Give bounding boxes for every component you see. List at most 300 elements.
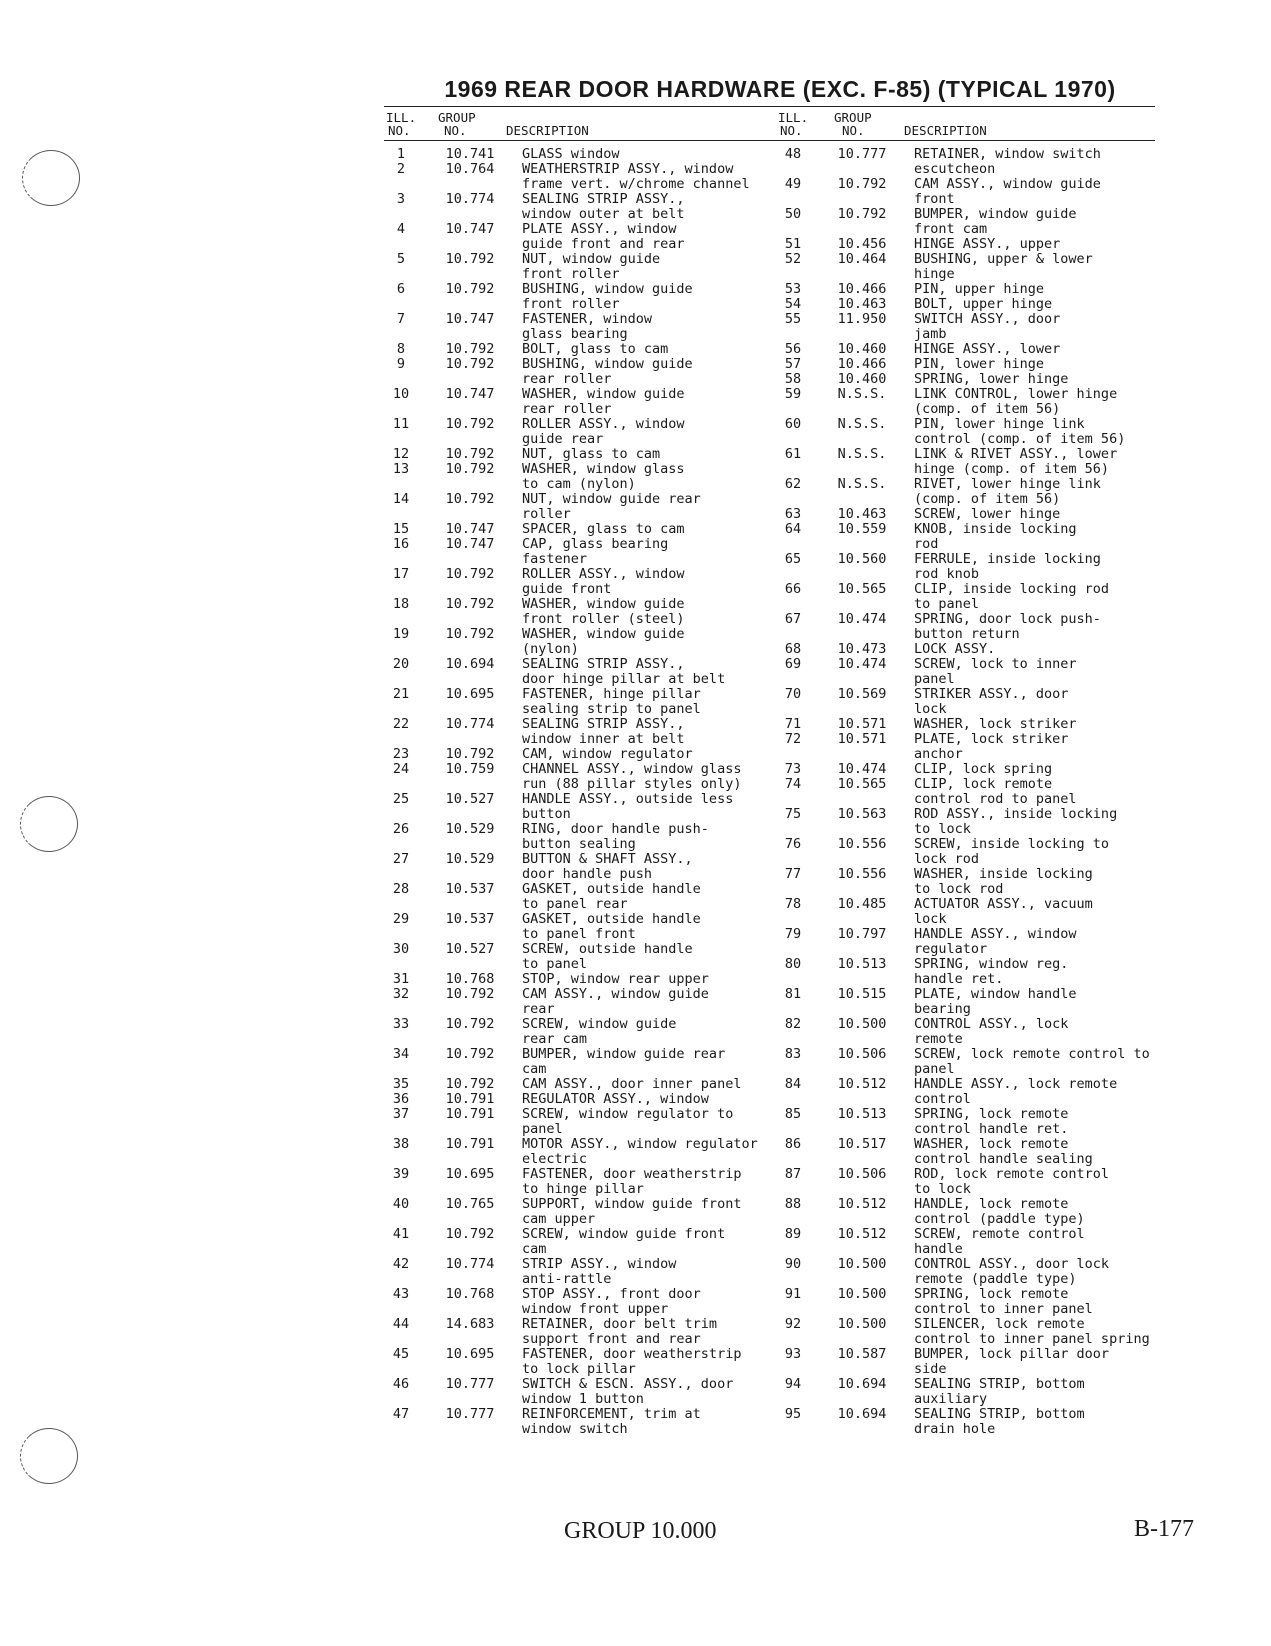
- ill-number: 24: [392, 761, 410, 777]
- part-entry: [384, 762, 758, 792]
- part-entry: [384, 1347, 758, 1377]
- part-description: SCREW, inside locking to lock rod: [914, 836, 1110, 867]
- part-description: PIN, lower hinge: [914, 356, 1045, 372]
- group-number: 10.774: [445, 191, 495, 207]
- ill-number: 33: [392, 1016, 410, 1032]
- ill-number: 73: [784, 761, 802, 777]
- group-number: 10.792: [445, 251, 495, 267]
- group-number: 10.512: [837, 1226, 887, 1242]
- ill-number: 77: [784, 866, 802, 882]
- group-number: 10.792: [445, 356, 495, 372]
- part-description: SCREW, remote control handle: [914, 1226, 1085, 1257]
- group-no-header-line2: NO.: [842, 123, 865, 138]
- group-number: 10.792: [837, 206, 887, 222]
- part-entry: [384, 342, 758, 357]
- part-description: HANDLE ASSY., window regulator: [914, 926, 1077, 957]
- group-number: 10.512: [837, 1196, 887, 1212]
- part-entry: [384, 972, 758, 987]
- group-number: 10.774: [445, 716, 495, 732]
- part-description: SCREW, window guide rear cam: [522, 1016, 677, 1047]
- group-no-header-line1: GROUP: [834, 110, 872, 125]
- ill-number: 71: [784, 716, 802, 732]
- part-description: LINK & RIVET ASSY., lower hinge (comp. of item 56): [914, 446, 1118, 477]
- part-description: SCREW, lock to inner panel: [914, 656, 1077, 687]
- ill-number: 64: [784, 521, 802, 537]
- ill-number: 22: [392, 716, 410, 732]
- group-number: 10.765: [445, 1196, 495, 1212]
- part-description: FASTENER, door weatherstrip to lock pillar: [522, 1346, 742, 1377]
- group-number: 10.563: [837, 806, 887, 822]
- part-description: GLASS window: [522, 146, 620, 162]
- part-description: ROD ASSY., inside locking to lock: [914, 806, 1118, 837]
- ill-number: 70: [784, 686, 802, 702]
- group-number: 10.463: [837, 296, 887, 312]
- ill-number: 34: [392, 1046, 410, 1062]
- ill-number: 79: [784, 926, 802, 942]
- part-description: PIN, lower hinge link control (comp. of item 56): [914, 416, 1126, 447]
- page-title: 1969 REAR DOOR HARDWARE (EXC. F-85) (TYPICAL 1970): [444, 76, 1116, 102]
- ill-number: 94: [784, 1376, 802, 1392]
- part-description: ACTUATOR ASSY., vacuum lock: [914, 896, 1093, 927]
- part-entry: [776, 807, 1150, 837]
- group-number: 10.569: [837, 686, 887, 702]
- group-number: 10.792: [445, 1226, 495, 1242]
- part-entry: [776, 342, 1150, 357]
- ill-no-header-line2: NO.: [388, 123, 411, 138]
- ill-number: 92: [784, 1316, 802, 1332]
- group-number: 10.529: [445, 821, 495, 837]
- ill-number: 69: [784, 656, 802, 672]
- part-entry: [384, 1197, 758, 1227]
- part-description: SILENCER, lock remote control to inner panel spring: [914, 1316, 1150, 1347]
- group-number: 10.792: [445, 596, 495, 612]
- part-entry: [384, 417, 758, 447]
- ill-number: 89: [784, 1226, 802, 1242]
- group-number: 10.527: [445, 941, 495, 957]
- ill-number: 54: [784, 296, 802, 312]
- group-number: N.S.S.: [837, 386, 887, 402]
- ill-number: 40: [392, 1196, 410, 1212]
- part-description: ROLLER ASSY., window guide front: [522, 566, 685, 597]
- part-entry: [776, 1167, 1150, 1197]
- ill-number: 44: [392, 1316, 410, 1332]
- part-entry: [384, 1017, 758, 1047]
- group-number: 10.460: [837, 371, 887, 387]
- ill-number: 60: [784, 416, 802, 432]
- left-column-header: [384, 112, 758, 147]
- part-entry: [384, 1107, 758, 1137]
- ill-number: 76: [784, 836, 802, 852]
- ill-number: 50: [784, 206, 802, 222]
- part-entry: [384, 387, 758, 417]
- left-parts-list: [384, 147, 758, 1437]
- part-description: SPRING, lower hinge: [914, 371, 1069, 387]
- part-description: BOLT, glass to cam: [522, 341, 669, 357]
- ill-number: 63: [784, 506, 802, 522]
- part-entry: [776, 1137, 1150, 1167]
- part-description: BUMPER, window guide rear cam: [522, 1046, 726, 1077]
- ill-number: 11: [392, 416, 410, 432]
- ill-number: 58: [784, 371, 802, 387]
- group-number: 10.747: [445, 521, 495, 537]
- ill-number: 49: [784, 176, 802, 192]
- part-description: CONTROL ASSY., lock remote: [914, 1016, 1069, 1047]
- ill-number: 52: [784, 251, 802, 267]
- part-entry: [776, 237, 1150, 252]
- part-entry: [384, 567, 758, 597]
- part-entry: [776, 927, 1150, 957]
- group-number: 10.747: [445, 536, 495, 552]
- ill-number: 57: [784, 356, 802, 372]
- part-entry: [384, 882, 758, 912]
- group-number: 10.527: [445, 791, 495, 807]
- part-entry: [384, 852, 758, 882]
- group-number: 10.764: [445, 161, 495, 177]
- group-number: 10.463: [837, 506, 887, 522]
- group-number: 10.791: [445, 1091, 495, 1107]
- part-description: CLIP, lock remote control rod to panel: [914, 776, 1077, 807]
- part-description: SCREW, outside handle to panel: [522, 941, 693, 972]
- group-number: 10.571: [837, 731, 887, 747]
- part-description: SEALING STRIP, bottom auxiliary: [914, 1376, 1085, 1407]
- group-number: 10.777: [445, 1406, 495, 1422]
- part-entry: [776, 1197, 1150, 1227]
- part-description: WASHER, window glass to cam (nylon): [522, 461, 685, 492]
- part-entry: [384, 147, 758, 162]
- group-number: 10.513: [837, 1106, 887, 1122]
- part-description: BOLT, upper hinge: [914, 296, 1053, 312]
- part-description: HANDLE, lock remote control (paddle type): [914, 1196, 1085, 1227]
- ill-number: 45: [392, 1346, 410, 1362]
- part-description: BUSHING, window guide rear roller: [522, 356, 693, 387]
- part-description: ROLLER ASSY., window guide rear: [522, 416, 685, 447]
- ill-number: 72: [784, 731, 802, 747]
- ill-number: 18: [392, 596, 410, 612]
- ill-number: 31: [392, 971, 410, 987]
- group-number: 10.768: [445, 1286, 495, 1302]
- part-entry: [384, 1257, 758, 1287]
- ill-number: 55: [784, 311, 802, 327]
- ill-number: 8: [396, 341, 406, 357]
- ill-number: 13: [392, 461, 410, 477]
- description-header: DESCRIPTION: [904, 123, 987, 138]
- part-description: SWITCH & ESCN. ASSY., door window 1 button: [522, 1376, 734, 1407]
- group-number: 11.950: [837, 311, 887, 327]
- part-description: SPACER, glass to cam: [522, 521, 685, 537]
- group-number: 10.460: [837, 341, 887, 357]
- group-number: 10.560: [837, 551, 887, 567]
- part-description: CAM ASSY., door inner panel: [522, 1076, 742, 1092]
- part-description: REGULATOR ASSY., window: [522, 1091, 709, 1107]
- ill-number: 90: [784, 1256, 802, 1272]
- part-description: GASKET, outside handle to panel rear: [522, 881, 701, 912]
- part-description: SEALING STRIP ASSY., window inner at belt: [522, 716, 685, 747]
- group-number: 10.792: [445, 986, 495, 1002]
- ill-number: 10: [392, 386, 410, 402]
- ill-number: 16: [392, 536, 410, 552]
- ill-no-header-line1: ILL.: [778, 110, 809, 125]
- group-number: 10.512: [837, 1076, 887, 1092]
- part-entry: [776, 1377, 1150, 1407]
- part-entry: [384, 222, 758, 252]
- part-description: CAP, glass bearing fastener: [522, 536, 669, 567]
- ill-number: 46: [392, 1376, 410, 1392]
- part-description: SUPPORT, window guide front cam upper: [522, 1196, 742, 1227]
- group-number: 10.537: [445, 881, 495, 897]
- part-description: SCREW, window guide front cam: [522, 1226, 726, 1257]
- ill-number: 27: [392, 851, 410, 867]
- part-description: PLATE, window handle bearing: [914, 986, 1077, 1017]
- part-entry: [776, 657, 1150, 687]
- part-description: RETAINER, window switch escutcheon: [914, 146, 1101, 177]
- group-number: 10.466: [837, 281, 887, 297]
- part-entry: [384, 1227, 758, 1257]
- part-entry: [384, 942, 758, 972]
- part-entry: [384, 1287, 758, 1317]
- group-number: 10.747: [445, 221, 495, 237]
- part-entry: [776, 687, 1150, 717]
- ill-number: 43: [392, 1286, 410, 1302]
- group-number: 10.500: [837, 1256, 887, 1272]
- ill-number: 87: [784, 1166, 802, 1182]
- footer-page-number: B-177: [1134, 1516, 1194, 1542]
- ill-number: 42: [392, 1256, 410, 1272]
- ill-number: 3: [396, 191, 406, 207]
- part-entry: [384, 747, 758, 762]
- part-entry: [384, 1167, 758, 1197]
- part-entry: [776, 507, 1150, 522]
- ill-number: 56: [784, 341, 802, 357]
- group-number: 10.556: [837, 866, 887, 882]
- ill-number: 21: [392, 686, 410, 702]
- part-description: WASHER, window guide front roller (steel): [522, 596, 685, 627]
- part-description: CAM ASSY., window guide front: [914, 176, 1101, 207]
- group-number: 10.559: [837, 521, 887, 537]
- part-entry: [776, 552, 1150, 582]
- part-entry: [776, 522, 1150, 552]
- ill-number: 15: [392, 521, 410, 537]
- ill-number: 29: [392, 911, 410, 927]
- ill-number: 39: [392, 1166, 410, 1182]
- ill-number: 75: [784, 806, 802, 822]
- group-number: 10.777: [837, 146, 887, 162]
- ill-number: 36: [392, 1091, 410, 1107]
- group-number: 10.500: [837, 1316, 887, 1332]
- part-description: NUT, window guide front roller: [522, 251, 661, 282]
- group-number: 10.792: [445, 626, 495, 642]
- part-description: BUTTON & SHAFT ASSY., door handle push: [522, 851, 693, 882]
- part-entry: [384, 357, 758, 387]
- part-entry: [384, 447, 758, 462]
- part-description: CAM, window regulator: [522, 746, 693, 762]
- part-description: WASHER, lock striker: [914, 716, 1077, 732]
- part-description: GASKET, outside handle to panel front: [522, 911, 701, 942]
- binder-hole-top: [22, 150, 80, 206]
- part-entry: [776, 642, 1150, 657]
- part-entry: [776, 1017, 1150, 1047]
- ill-number: 91: [784, 1286, 802, 1302]
- ill-number: 6: [396, 281, 406, 297]
- group-number: 10.464: [837, 251, 887, 267]
- part-entry: [776, 1107, 1150, 1137]
- part-description: STRIP ASSY., window anti-rattle: [522, 1256, 677, 1287]
- part-entry: [384, 492, 758, 522]
- part-entry: [776, 612, 1150, 642]
- part-description: HANDLE ASSY., lock remote control: [914, 1076, 1118, 1107]
- part-entry: [776, 477, 1150, 507]
- ill-number: 66: [784, 581, 802, 597]
- part-entry: [776, 1317, 1150, 1347]
- group-number: 10.792: [445, 566, 495, 582]
- part-entry: [384, 1377, 758, 1407]
- part-description: RING, door handle push- button sealing: [522, 821, 709, 852]
- ill-number: 23: [392, 746, 410, 762]
- ill-number: 62: [784, 476, 802, 492]
- ill-number: 51: [784, 236, 802, 252]
- ill-number: 47: [392, 1406, 410, 1422]
- part-entry: [776, 207, 1150, 237]
- group-number: 10.694: [445, 656, 495, 672]
- part-description: SPRING, lock remote control to inner panel: [914, 1286, 1093, 1317]
- footer-group-number: GROUP 10.000: [564, 1518, 717, 1544]
- ill-number: 84: [784, 1076, 802, 1092]
- group-number: 10.695: [445, 686, 495, 702]
- group-number: 10.694: [837, 1376, 887, 1392]
- group-number: 10.500: [837, 1016, 887, 1032]
- part-description: WEATHERSTRIP ASSY., window frame vert. w/chrome channel: [522, 161, 750, 192]
- part-entry: [776, 447, 1150, 477]
- group-number: 10.537: [445, 911, 495, 927]
- part-description: STOP ASSY., front door window front upper: [522, 1286, 701, 1317]
- ill-number: 68: [784, 641, 802, 657]
- ill-number: 80: [784, 956, 802, 972]
- part-description: SPRING, lock remote control handle ret.: [914, 1106, 1069, 1137]
- part-entry: [776, 897, 1150, 927]
- part-entry: [384, 627, 758, 657]
- group-number: N.S.S.: [837, 446, 887, 462]
- part-description: WASHER, window guide rear roller: [522, 386, 685, 417]
- group-number: 10.473: [837, 641, 887, 657]
- group-number: 10.529: [445, 851, 495, 867]
- ill-number: 65: [784, 551, 802, 567]
- part-entry: [776, 1047, 1150, 1077]
- part-entry: [776, 1347, 1150, 1377]
- group-number: 10.768: [445, 971, 495, 987]
- part-description: SCREW, lock remote control to panel: [914, 1046, 1150, 1077]
- group-number: 10.792: [445, 461, 495, 477]
- part-description: STOP, window rear upper: [522, 971, 709, 987]
- part-description: SCREW, lower hinge: [914, 506, 1061, 522]
- group-number: 10.500: [837, 1286, 887, 1302]
- part-description: SEALING STRIP ASSY., door hinge pillar at belt: [522, 656, 726, 687]
- group-number: 10.474: [837, 611, 887, 627]
- part-entry: [384, 987, 758, 1017]
- part-description: NUT, window guide rear roller: [522, 491, 701, 522]
- group-number: 10.792: [445, 1076, 495, 1092]
- ill-number: 25: [392, 791, 410, 807]
- part-description: BUMPER, lock pillar door side: [914, 1346, 1110, 1377]
- part-entry: [384, 687, 758, 717]
- ill-number: 1: [396, 146, 406, 162]
- part-description: LINK CONTROL, lower hinge (comp. of item 56): [914, 386, 1118, 417]
- group-number: 10.515: [837, 986, 887, 1002]
- part-entry: [384, 1137, 758, 1167]
- ill-number: 38: [392, 1136, 410, 1152]
- part-description: KNOB, inside locking rod: [914, 521, 1077, 552]
- part-entry: [384, 1092, 758, 1107]
- ill-number: 93: [784, 1346, 802, 1362]
- part-entry: [776, 147, 1150, 177]
- group-number: 10.506: [837, 1166, 887, 1182]
- part-description: PIN, upper hinge: [914, 281, 1045, 297]
- part-entry: [776, 582, 1150, 612]
- part-description: MOTOR ASSY., window regulator electric: [522, 1136, 758, 1167]
- part-entry: [384, 1047, 758, 1077]
- right-column-header: [776, 112, 1150, 147]
- ill-number: 32: [392, 986, 410, 1002]
- group-number: 10.792: [445, 341, 495, 357]
- ill-number: 12: [392, 446, 410, 462]
- part-description: HANDLE ASSY., outside less button: [522, 791, 734, 822]
- group-number: 10.517: [837, 1136, 887, 1152]
- group-number: 10.792: [445, 491, 495, 507]
- part-entry: [776, 252, 1150, 282]
- part-description: ROD, lock remote control to lock: [914, 1166, 1110, 1197]
- part-entry: [776, 1077, 1150, 1107]
- ill-no-header-line1: ILL.: [386, 110, 417, 125]
- group-number: 10.797: [837, 926, 887, 942]
- group-number: 10.791: [445, 1106, 495, 1122]
- group-number: 10.565: [837, 581, 887, 597]
- part-entry: [776, 1257, 1150, 1287]
- group-number: 10.792: [445, 1046, 495, 1062]
- group-no-header-line2: NO.: [444, 123, 467, 138]
- part-description: WASHER, window guide (nylon): [522, 626, 685, 657]
- ill-number: 28: [392, 881, 410, 897]
- ill-number: 67: [784, 611, 802, 627]
- ill-number: 78: [784, 896, 802, 912]
- group-number: 10.565: [837, 776, 887, 792]
- part-entry: [776, 837, 1150, 867]
- group-number: 10.456: [837, 236, 887, 252]
- ill-number: 19: [392, 626, 410, 642]
- ill-no-header-line2: NO.: [780, 123, 803, 138]
- part-description: SCREW, window regulator to panel: [522, 1106, 734, 1137]
- part-entry: [776, 297, 1150, 312]
- part-entry: [384, 162, 758, 192]
- part-description: STRIKER ASSY., door lock: [914, 686, 1069, 717]
- part-entry: [776, 282, 1150, 297]
- group-number: 10.466: [837, 356, 887, 372]
- group-number: 10.695: [445, 1166, 495, 1182]
- group-number: 10.759: [445, 761, 495, 777]
- part-description: FASTENER, window glass bearing: [522, 311, 653, 342]
- group-number: 10.792: [445, 746, 495, 762]
- part-entry: [776, 357, 1150, 372]
- right-parts-list: [776, 147, 1150, 1437]
- part-entry: [384, 192, 758, 222]
- group-number: 10.556: [837, 836, 887, 852]
- part-description: FERRULE, inside locking rod knob: [914, 551, 1101, 582]
- part-entry: [384, 1407, 758, 1437]
- ill-number: 53: [784, 281, 802, 297]
- group-no-header-line1: GROUP: [438, 110, 476, 125]
- part-entry: [384, 1077, 758, 1092]
- part-description: BUSHING, window guide front roller: [522, 281, 693, 312]
- binder-hole-middle: [20, 796, 78, 852]
- part-description: FASTENER, door weatherstrip to hinge pillar: [522, 1166, 742, 1197]
- ill-number: 26: [392, 821, 410, 837]
